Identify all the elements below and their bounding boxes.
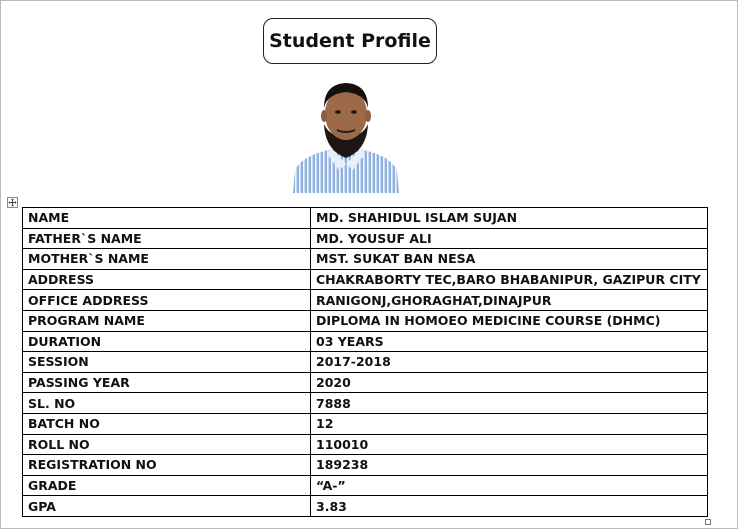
field-label[interactable]: SESSION [23,352,311,373]
table-row [23,413,708,434]
field-label[interactable]: GRADE [23,475,311,496]
field-value[interactable]: “A-” [311,475,708,496]
field-value[interactable]: 2020 [311,372,708,393]
field-value[interactable]: RANIGONJ,GHORAGHAT,DINAJPUR [311,290,708,311]
field-value[interactable]: MST. SUKAT BAN NESA [311,249,708,270]
field-value[interactable]: 189238 [311,455,708,476]
field-label[interactable]: GPA [23,496,311,517]
table-row [23,475,708,496]
field-label[interactable]: OFFICE ADDRESS [23,290,311,311]
table-row [23,310,708,331]
field-value[interactable]: 2017-2018 [311,352,708,373]
field-label[interactable]: MOTHER`S NAME [23,249,311,270]
field-value[interactable]: MD. YOUSUF ALI [311,228,708,249]
field-label[interactable]: ADDRESS [23,269,311,290]
page-title: Student Profile [263,18,437,64]
field-label[interactable]: PROGRAM NAME [23,310,311,331]
table-row [23,269,708,290]
field-label[interactable]: BATCH NO [23,413,311,434]
table-row [23,455,708,476]
table-move-handle-icon[interactable] [7,197,18,208]
field-label[interactable]: FATHER`S NAME [23,228,311,249]
field-value[interactable]: 12 [311,413,708,434]
field-label[interactable]: PASSING YEAR [23,372,311,393]
profile-table [22,207,708,517]
field-value[interactable]: 7888 [311,393,708,414]
field-label[interactable]: ROLL NO [23,434,311,455]
table-row [23,331,708,352]
table-row [23,393,708,414]
table-resize-handle[interactable] [705,519,711,525]
table-row [23,228,708,249]
table-row [23,496,708,517]
table-row [23,434,708,455]
field-label[interactable]: SL. NO [23,393,311,414]
table-row [23,352,708,373]
table-row [23,290,708,311]
table-row [23,372,708,393]
field-value[interactable]: 03 YEARS [311,331,708,352]
table-row [23,208,708,229]
field-label[interactable]: NAME [23,208,311,229]
profile-table-body [23,208,708,517]
field-label[interactable]: DURATION [23,331,311,352]
field-value[interactable]: DIPLOMA IN HOMOEO MEDICINE COURSE (DHMC) [311,310,708,331]
field-value[interactable]: MD. SHAHIDUL ISLAM SUJAN [311,208,708,229]
student-photo [291,78,401,193]
field-value[interactable]: CHAKRABORTY TEC,BARO BHABANIPUR, GAZIPUR CITY [311,269,708,290]
field-label[interactable]: REGISTRATION NO [23,455,311,476]
table-row [23,249,708,270]
field-value[interactable]: 110010 [311,434,708,455]
field-value[interactable]: 3.83 [311,496,708,517]
